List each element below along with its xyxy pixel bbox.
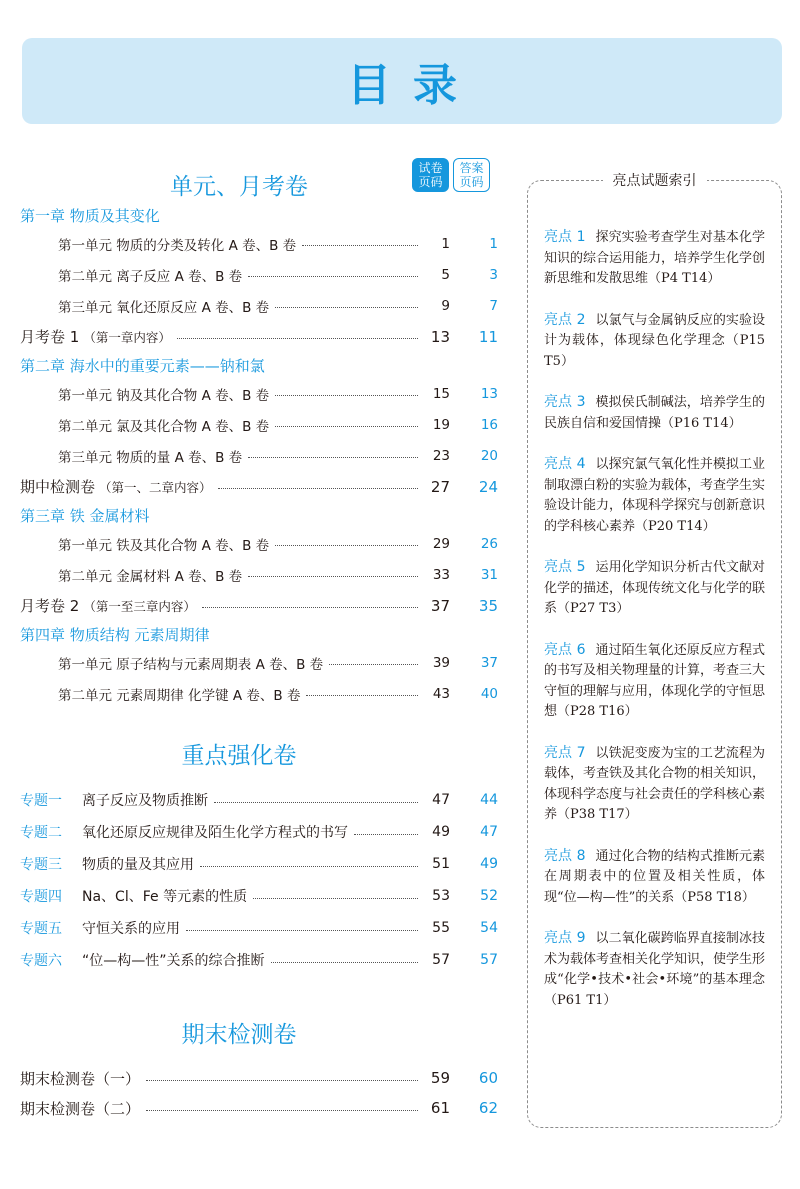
- highlight-text: 以氯气与金属钠反应的实验设计为载体，体现绿色化学理念（P15 T5）: [544, 312, 765, 369]
- entry-label-wrap: [20, 886, 247, 906]
- test-page-number: 29: [432, 535, 450, 552]
- leader-dots: [354, 834, 418, 835]
- highlight-tag: 亮点 3: [544, 394, 586, 410]
- toc-entry-unit[interactable]: [20, 290, 498, 321]
- chapter-heading[interactable]: [20, 352, 498, 378]
- answer-page-number: 57: [480, 952, 498, 968]
- highlight-item[interactable]: [544, 227, 765, 290]
- entry-label-wrap: [20, 790, 208, 810]
- toc-entry-unit[interactable]: [20, 678, 498, 709]
- leader-dots: [214, 802, 418, 803]
- leader-dots: [177, 338, 418, 339]
- test-page-number: 59: [430, 1069, 450, 1087]
- entry-label: 第一单元 钠及其化合物 A 卷、B 卷: [58, 387, 270, 404]
- entry-label-wrap: [20, 918, 180, 938]
- toc-left-column: [20, 150, 498, 1123]
- test-page-number: 9: [441, 297, 450, 314]
- answer-page-number: 11: [478, 327, 498, 346]
- leader-dots: [329, 664, 418, 665]
- highlight-text: 以二氧化碳跨临界直接制冰技术为载体考查相关化学知识，使学生形成“化学•技术•社会•环境”的基本理念（P61 T1）: [544, 931, 766, 1008]
- entry-label: 第二单元 离子反应 A 卷、B 卷: [58, 268, 243, 285]
- chapter-label: 第二章 海水中的重要元素——钠和氯: [20, 356, 265, 375]
- entry-label-wrap: [20, 854, 194, 874]
- chapter-heading[interactable]: [20, 502, 498, 528]
- toc-entry-final[interactable]: [20, 1063, 498, 1093]
- answer-page-number: 13: [480, 385, 498, 402]
- test-page-number: 15: [432, 385, 450, 402]
- highlight-item[interactable]: [544, 846, 765, 909]
- highlights-panel: [527, 173, 782, 1128]
- chapter-label: 第一章 物质及其变化: [20, 206, 160, 225]
- highlight-item[interactable]: [544, 454, 765, 537]
- entry-label: 第三单元 氧化还原反应 A 卷、B 卷: [58, 299, 270, 316]
- toc-entry-unit[interactable]: [20, 259, 498, 290]
- entry-note: （第一章内容）: [83, 330, 171, 345]
- test-page-number: 1: [441, 235, 450, 252]
- test-page-number: 37: [430, 596, 450, 615]
- chapter-label: 第四章 物质结构 元素周期律: [20, 625, 210, 644]
- answer-page-number: 20: [480, 447, 498, 464]
- leader-dots: [202, 607, 418, 608]
- leader-dots: [275, 395, 418, 396]
- answer-page-number: 3: [489, 266, 498, 283]
- highlights-list: [528, 181, 781, 1011]
- toc-entry-unit[interactable]: [20, 528, 498, 559]
- toc-entry-topic[interactable]: [20, 880, 498, 912]
- highlight-item[interactable]: [544, 640, 765, 723]
- section-focus-list: [20, 784, 498, 976]
- test-page-number: 23: [432, 447, 450, 464]
- chapter-heading[interactable]: [20, 621, 498, 647]
- leader-dots: [248, 276, 418, 277]
- leader-dots: [218, 488, 418, 489]
- leader-dots: [275, 307, 418, 308]
- topic-tag: 专题四: [20, 889, 62, 905]
- section-units-header: [20, 150, 498, 202]
- entry-label: 第三单元 物质的量 A 卷、B 卷: [58, 449, 243, 466]
- answer-page-number: 1: [489, 235, 498, 252]
- leader-dots: [248, 457, 418, 458]
- toc-entry-topic[interactable]: [20, 784, 498, 816]
- entry-label-wrap: [20, 476, 212, 497]
- entry-label: 月考卷 2: [20, 597, 80, 615]
- test-page-number: 27: [430, 477, 450, 496]
- test-page-badge: 试卷 页码: [412, 158, 449, 192]
- entry-label-wrap: [20, 326, 171, 347]
- leader-dots: [275, 545, 418, 546]
- entry-label: 期末检测卷（一）: [20, 1069, 141, 1088]
- answer-page-number: 31: [480, 566, 498, 583]
- answer-page-number: 49: [480, 856, 498, 872]
- entry-label: 第一单元 物质的分类及转化 A 卷、B 卷: [58, 237, 297, 254]
- answer-page-number: 60: [478, 1069, 498, 1087]
- section-focus-title: 重点强化卷: [181, 743, 297, 769]
- answer-page-number: 16: [480, 416, 498, 433]
- highlight-tag: 亮点 6: [544, 641, 586, 658]
- toc-entry-topic[interactable]: [20, 848, 498, 880]
- answer-page-number: 47: [480, 824, 498, 840]
- highlight-text: 运用化学知识分析古代文献对化学的描述，体现传统文化与化学的联系（P27 T3）: [544, 560, 766, 616]
- leader-dots: [302, 245, 418, 246]
- topic-tag: 专题五: [20, 921, 62, 937]
- entry-note: （第一至三章内容）: [83, 599, 196, 614]
- answer-page-number: 40: [480, 685, 498, 702]
- highlight-item[interactable]: [544, 557, 765, 620]
- test-page-number: 43: [432, 685, 450, 702]
- topic-tag: 专题三: [20, 857, 62, 873]
- test-page-number: 13: [430, 327, 450, 346]
- test-page-number: 33: [432, 566, 450, 583]
- page-title: 目录: [347, 60, 479, 111]
- entry-label: “位—构—性”关系的综合推断: [82, 953, 265, 969]
- toc-entry-final[interactable]: [20, 1093, 498, 1123]
- toc-entry-topic[interactable]: [20, 944, 498, 976]
- answer-page-number: 44: [480, 792, 498, 808]
- leader-dots: [248, 576, 418, 577]
- leader-dots: [186, 930, 418, 931]
- answer-page-number: 52: [480, 888, 498, 904]
- entry-label: 物质的量及其应用: [82, 857, 194, 873]
- entry-label: 期末检测卷（二）: [20, 1099, 141, 1118]
- column-badges: [412, 158, 490, 192]
- highlight-item[interactable]: [544, 310, 765, 373]
- section-final-list: [20, 1063, 498, 1123]
- entry-label: 氧化还原反应规律及陌生化学方程式的书写: [82, 825, 348, 841]
- highlight-text: 通过化合物的结构式推断元素在周期表中的位置及相关性质，体现“位—构—性”的关系（P58 T18）: [544, 848, 765, 905]
- section-units-title: 单元、月考卷: [170, 174, 308, 200]
- test-page-number: 5: [441, 266, 450, 283]
- highlight-tag: 亮点 2: [544, 311, 586, 328]
- leader-dots: [271, 962, 418, 963]
- topic-tag: 专题一: [20, 793, 62, 809]
- leader-dots: [200, 866, 418, 867]
- leader-dots: [306, 695, 418, 696]
- entry-label: 离子反应及物质推断: [82, 793, 208, 809]
- test-page-number: 39: [432, 654, 450, 671]
- section-final-title: 期末检测卷: [181, 1022, 297, 1048]
- toc-entry-exam[interactable]: [20, 321, 498, 352]
- chapter-heading[interactable]: [20, 202, 498, 228]
- toc-entry-unit[interactable]: [20, 378, 498, 409]
- toc-entry-unit[interactable]: [20, 409, 498, 440]
- highlight-item[interactable]: [544, 928, 765, 1011]
- highlight-item[interactable]: [544, 743, 765, 826]
- test-page-number: 55: [432, 920, 450, 936]
- test-page-number: 49: [432, 824, 450, 840]
- highlight-tag: 亮点 5: [544, 559, 586, 575]
- topic-tag: 专题二: [20, 825, 62, 841]
- answer-page-number: 62: [478, 1099, 498, 1117]
- answer-page-number: 54: [480, 920, 498, 936]
- answer-page-number: 24: [478, 477, 498, 496]
- test-page-number: 57: [432, 952, 450, 968]
- highlights-title: 亮点试题索引: [603, 170, 707, 190]
- entry-label-wrap: [20, 595, 196, 616]
- answer-page-number: 35: [478, 596, 498, 615]
- page-header: [22, 38, 782, 124]
- answer-page-number: 26: [480, 535, 498, 552]
- entry-label: 第二单元 金属材料 A 卷、B 卷: [58, 568, 243, 585]
- leader-dots: [146, 1080, 418, 1081]
- test-page-number: 51: [432, 856, 450, 872]
- entry-label: 月考卷 1: [20, 328, 80, 346]
- highlight-text: 以探究氯气氧化性并模拟工业制取漂白粉的实验为载体，考查学生实验设计能力，体现科学探究与创新意识的学科核心素养（P20 T14）: [544, 457, 766, 534]
- test-page-number: 53: [432, 888, 450, 904]
- highlight-tag: 亮点 4: [544, 456, 586, 472]
- entry-label: 第二单元 元素周期律 化学键 A 卷、B 卷: [58, 687, 301, 704]
- highlight-tag: 亮点 7: [544, 744, 586, 761]
- entry-label: 期中检测卷: [20, 478, 96, 496]
- leader-dots: [275, 426, 418, 427]
- highlight-text: 模拟侯氏制碱法，培养学生的民族自信和爱国情操（P16 T14）: [544, 395, 765, 431]
- entry-label: 第一单元 原子结构与元素周期表 A 卷、B 卷: [58, 656, 324, 673]
- test-page-number: 61: [430, 1099, 450, 1117]
- chapter-label: 第三章 铁 金属材料: [20, 506, 150, 525]
- toc-entry-unit[interactable]: [20, 559, 498, 590]
- highlight-text: 以铁泥变废为宝的工艺流程为载体，考查铁及其化合物的相关知识，体现科学态度与社会责任的学科核心素养（P38 T17）: [544, 745, 766, 822]
- toc-entry-unit[interactable]: [20, 228, 498, 259]
- test-page-number: 19: [432, 416, 450, 433]
- section-units-list: [20, 202, 498, 709]
- topic-tag: 专题六: [20, 953, 62, 969]
- entry-label: 第二单元 氯及其化合物 A 卷、B 卷: [58, 418, 270, 435]
- highlight-text: 探究实验考查学生对基本化学知识的综合运用能力，培养学生化学创新思维和发散思维（P4 T14）: [544, 230, 766, 286]
- entry-label: Na、Cl、Fe 等元素的性质: [82, 889, 248, 905]
- test-page-number: 47: [432, 792, 450, 808]
- answer-page-number: 7: [489, 297, 498, 314]
- entry-label: 第一单元 铁及其化合物 A 卷、B 卷: [58, 537, 270, 554]
- highlight-tag: 亮点 9: [544, 930, 586, 946]
- toc-entry-topic[interactable]: [20, 816, 498, 848]
- entry-note: （第一、二章内容）: [99, 480, 212, 495]
- leader-dots: [253, 898, 418, 899]
- toc-entry-topic[interactable]: [20, 912, 498, 944]
- highlight-text: 通过陌生氧化还原反应方程式的书写及相关物理量的计算，考查三大守恒的理解与应用，体现化学的守恒思想（P28 T16）: [544, 642, 766, 719]
- answer-page-badge: 答案 页码: [453, 158, 490, 192]
- toc-entry-unit[interactable]: [20, 440, 498, 471]
- entry-label-wrap: [20, 822, 348, 842]
- toc-entry-exam[interactable]: [20, 471, 498, 502]
- leader-dots: [146, 1110, 418, 1111]
- entry-label-wrap: [20, 950, 265, 970]
- highlight-item[interactable]: [544, 392, 765, 434]
- toc-entry-unit[interactable]: [20, 647, 498, 678]
- answer-page-number: 37: [480, 654, 498, 671]
- highlight-tag: 亮点 1: [544, 229, 586, 245]
- highlight-tag: 亮点 8: [544, 847, 586, 864]
- entry-label: 守恒关系的应用: [82, 921, 180, 937]
- toc-entry-exam[interactable]: [20, 590, 498, 621]
